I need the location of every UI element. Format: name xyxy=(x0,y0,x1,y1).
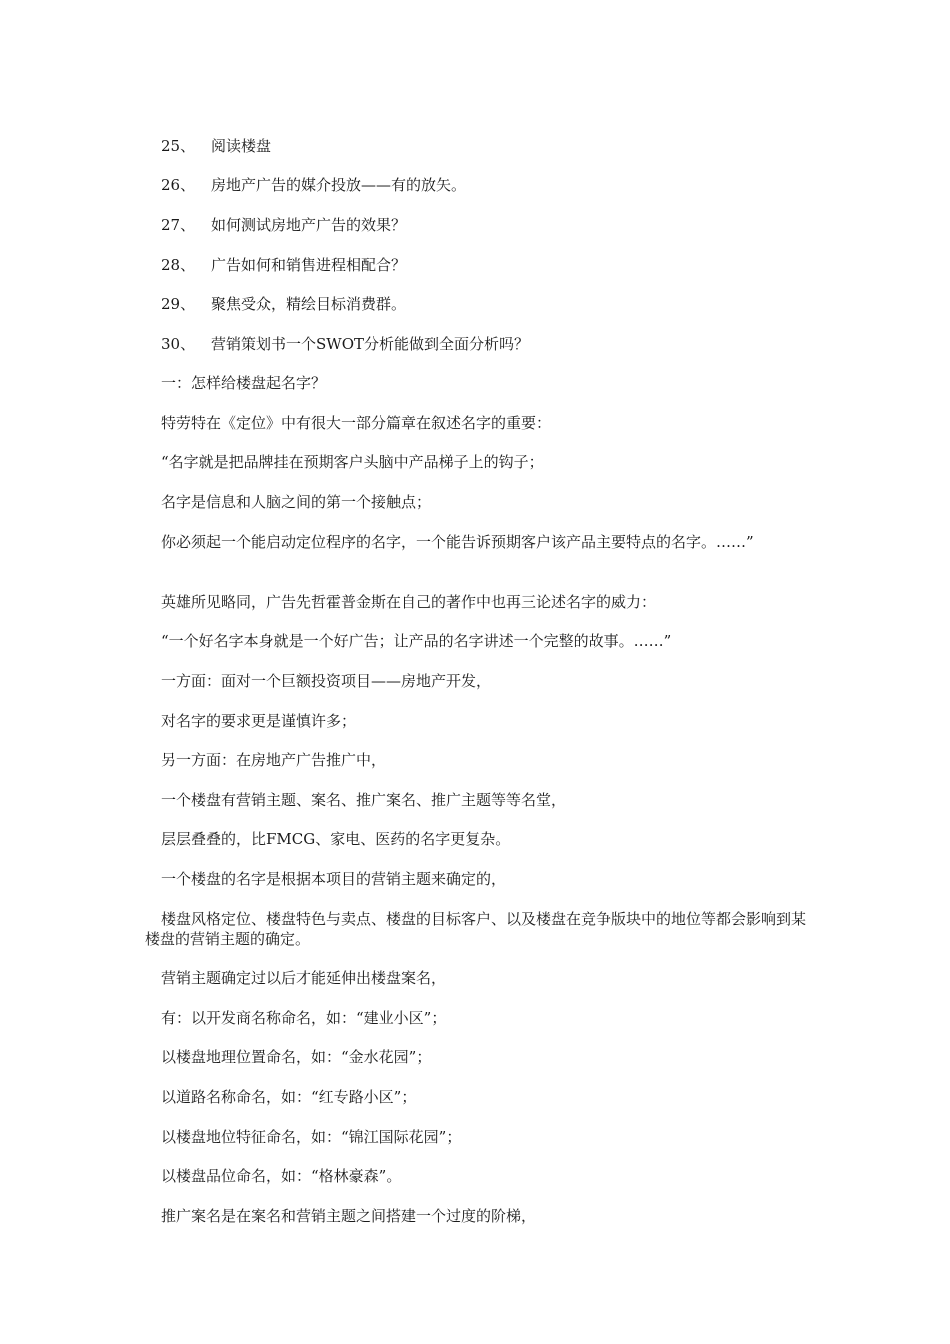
paragraph: 楼盘风格定位、楼盘特色与卖点、楼盘的目标客户、以及楼盘在竞争版块中的地位等都会影响到某楼盘的营销主题的确定。 xyxy=(145,910,807,948)
list-item xyxy=(145,255,810,275)
paragraph: 层层叠叠的，比FMCG、家电、医药的名字更复杂。 xyxy=(161,830,511,848)
paragraph: 以楼盘品位命名，如：“格林豪森”。 xyxy=(161,1167,402,1185)
list-number: 26、 xyxy=(161,176,196,194)
paragraph: 推广案名是在案名和营销主题之间搭建一个过度的阶梯， xyxy=(161,1207,537,1225)
paragraph: 英雄所见略同，广告先哲霍普金斯在自己的著作中也再三论述名字的威力： xyxy=(161,593,657,611)
paragraph: 以楼盘地理位置命名，如：“金水花园”； xyxy=(161,1048,432,1066)
list-item xyxy=(145,294,810,314)
paragraph: 另一方面：在房地产广告推广中， xyxy=(161,751,387,769)
list-text: 如何测试房地产广告的效果？ xyxy=(211,216,407,234)
paragraph: 一个楼盘有营销主题、案名、推广案名、推广主题等等名堂， xyxy=(161,791,567,809)
list-text: 营销策划书一个SWOT分析能做到全面分析吗？ xyxy=(211,335,529,353)
list-text: 聚焦受众，精绘目标消费群。 xyxy=(211,295,407,313)
section-heading: 一：怎样给楼盘起名字？ xyxy=(161,374,327,392)
list-number: 29、 xyxy=(161,295,196,313)
paragraph: 有：以开发商名称命名，如：“建业小区”； xyxy=(161,1009,447,1027)
paragraph: 一方面：面对一个巨额投资项目——房地产开发， xyxy=(161,672,492,690)
paragraph: 对名字的要求更是谨慎许多； xyxy=(161,712,357,730)
paragraph: 一个楼盘的名字是根据本项目的营销主题来确定的， xyxy=(161,870,507,888)
list-number: 25、 xyxy=(161,137,196,155)
paragraph: 名字是信息和人脑之间的第一个接触点； xyxy=(161,493,432,511)
list-text: 房地产广告的媒介投放——有的放矢。 xyxy=(211,176,467,194)
list-item xyxy=(145,136,810,156)
paragraph: 营销主题确定过以后才能延伸出楼盘案名， xyxy=(161,969,447,987)
list-text: 广告如何和销售进程相配合？ xyxy=(211,256,407,274)
paragraph: 以道路名称命名，如：“红专路小区”； xyxy=(161,1088,417,1106)
paragraph: 特劳特在《定位》中有很大一部分篇章在叙述名字的重要： xyxy=(161,414,552,432)
paragraph: “名字就是把品牌挂在预期客户头脑中产品梯子上的钩子； xyxy=(161,453,544,471)
list-item xyxy=(145,334,810,354)
list-number: 28、 xyxy=(161,256,196,274)
paragraph: 以楼盘地位特征命名，如：“锦江国际花园”； xyxy=(161,1128,462,1146)
paragraph: 你必须起一个能启动定位程序的名字，一个能告诉预期客户该产品主要特点的名字。……” xyxy=(161,533,754,551)
list-text: 阅读楼盘 xyxy=(211,137,272,155)
list-item xyxy=(145,215,810,235)
list-item xyxy=(145,175,810,195)
list-number: 30、 xyxy=(161,335,196,353)
paragraph: “一个好名字本身就是一个好广告；让产品的名字讲述一个完整的故事。……” xyxy=(161,632,672,650)
list-number: 27、 xyxy=(161,216,196,234)
